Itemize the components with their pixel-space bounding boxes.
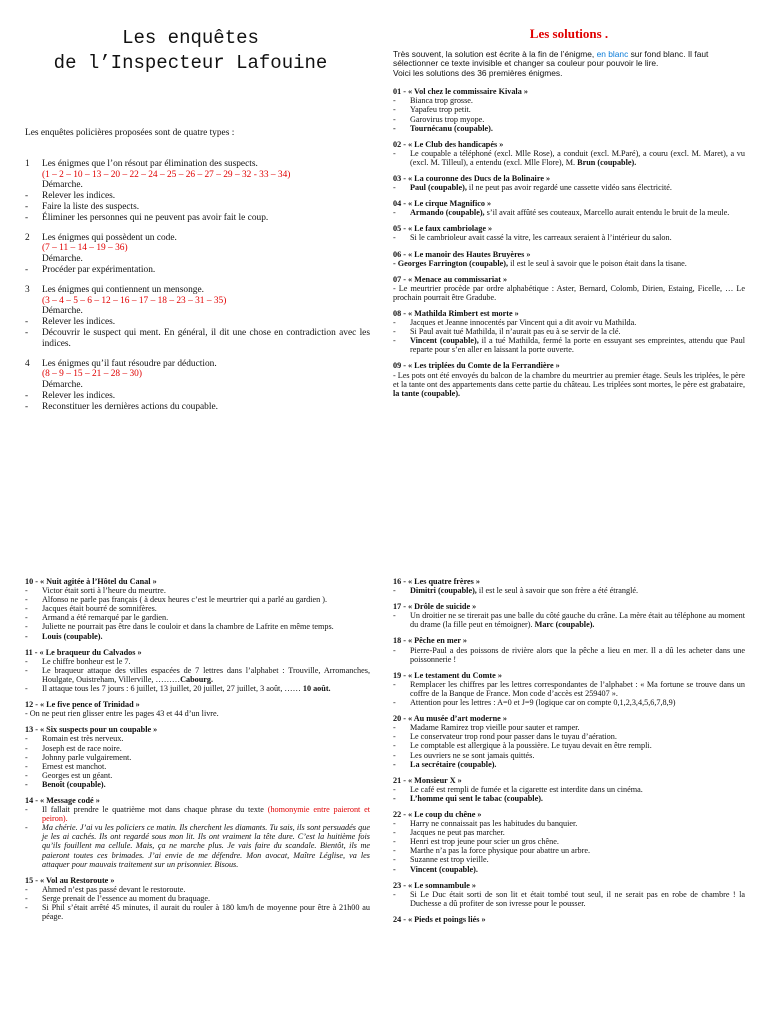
solution-heading: 11 - « Le braqueur du Calvados »	[25, 647, 142, 657]
solution-heading: 16 - « Les quatre frères »	[393, 577, 481, 586]
solutions-intro	[393, 50, 745, 78]
solution-item: - Le coupable a téléphoné (excl. Mlle Rose), a conduit (excl. M.Paré), a couru (excl. M. Maret), a vu (excl. M. Tilleul), a entendu (excl. Mlle Flore), M. Brun (coupable).	[393, 149, 745, 167]
solution-heading: 22 - « Le coup du chêne »	[393, 809, 482, 819]
solution-item: - Les pots ont été envoyés du balcon de la chambre du meurtrier au premier étage. Seuls les triplées, le père et la tante ont des appartements dans cette partie du château. Les triplées sont mortes, le père est grabataire, la tante (coupable).	[393, 370, 745, 398]
solution-culprit: Marc (coupable).	[534, 620, 595, 630]
solution-heading: 18 - « Pêche en mer »	[393, 636, 467, 646]
solution-culprit: - Benoît (coupable).	[25, 780, 370, 789]
solution-21	[393, 776, 745, 803]
solution-heading: 12 - « Le five pence of Trinidad »	[25, 700, 140, 710]
solution-02	[393, 140, 745, 167]
solution-item: - Ernest est manchot.	[25, 762, 370, 771]
solution-item: - On ne peut rien glisser entre les pages 43 et 44 d’un livre.	[25, 709, 219, 719]
solution-item: - Georges est un géant.	[25, 771, 370, 780]
step-item: - Procéder par expérimentation.	[25, 265, 370, 276]
solution-heading: 24 - « Pieds et poings liés »	[393, 914, 486, 924]
solution-heading: 06 - « Le manoir des Hautes Bruyères »	[393, 249, 531, 259]
solution-heading: 17 - « Drôle de suicide »	[393, 602, 477, 612]
solution-23	[393, 881, 745, 908]
title-line-2: de l’Inspecteur Lafouine	[53, 52, 328, 74]
solution-item: - Armando (coupable), s’il avait affûté ses couteaux, Marcello aurait entendu le bruit de la meule.	[393, 208, 745, 217]
solution-item: - Vincent (coupable), il a tué Mathilda, fermé la porte en essuyant ses empreintes, attendu que Paul reparte pour s’en aller en laissant la porte ouverte.	[393, 336, 745, 354]
solution-culprit: Dimitri (coupable),	[410, 586, 477, 596]
solution-14	[25, 796, 370, 869]
solution-heading: 02 - « Le Club des handicapés »	[393, 139, 504, 149]
intro-text: Très souvent, la solution est écrite à la fin de l’énigme,	[393, 49, 595, 59]
type-numbers: (7 – 11 – 14 – 19 – 36)	[42, 243, 128, 254]
solution-item: - Dimitri (coupable), il est le seul à savoir que son frère a été étranglé.	[393, 586, 745, 595]
solution-11	[25, 648, 370, 693]
intro-text: Voici les solutions des 36 premières énigmes.	[393, 67, 563, 78]
solution-item: - Garovirus trop myope.	[393, 115, 745, 124]
solution-heading: 10 - « Nuit agitée à l’Hôtel du Canal »	[25, 577, 157, 586]
solutions-title: Les solutions .	[529, 26, 609, 41]
solution-item: - Attention pour les lettres : A=0 et J=9 (logique car on compte 0,1,2,3,4,5,6,7,8,9)	[393, 698, 745, 707]
solution-culprit: la tante (coupable).	[393, 388, 461, 398]
type-title: Les énigmes qui contiennent un mensonge.	[42, 284, 204, 295]
type-title: Les énigmes qui possèdent un code.	[42, 232, 177, 243]
solution-culprit: - Tournécanu (coupable).	[393, 124, 745, 133]
solution-item: - Yapafeu trop petit.	[393, 105, 745, 114]
solution-item: - Il attaque tous les 7 jours : 6 juillet, 13 juillet, 20 juillet, 27 juillet, 3 août, …… 10 août.	[25, 684, 370, 693]
type-number: 3	[25, 284, 30, 295]
step-item: - Reconstituer les dernières actions du coupable.	[25, 402, 370, 413]
solution-note: (homonymie entre paieront et peiron).	[42, 805, 370, 824]
solution-18	[393, 636, 745, 663]
solution-item: - Si Paul avait tué Mathilda, il n’aurait pas eu à se servir de la clé.	[393, 327, 745, 336]
solution-item: - Le chiffre bonheur est le 7.	[25, 657, 370, 666]
solution-12	[25, 700, 370, 718]
type-3	[25, 285, 370, 350]
solution-item: - Jacques ne peut pas marcher.	[393, 828, 745, 837]
solution-item: - Un droitier ne se tirerait pas une balle du côté gauche du crâne. La mère était au téléphone au moment du drame (la fille peut en témoigner). Marc (coupable).	[393, 611, 745, 629]
solution-item: - Si Phil s’était arrêté 45 minutes, il aurait du rouler à 180 km/h de moyenne pour être à 21h00 au péage.	[25, 903, 370, 921]
solution-item: - Jacques était bourré de somnifères.	[25, 604, 370, 613]
solution-item: - Remplacer les chiffres par les lettres correspondantes de l’alphabet : « Ma fortune se trouve dans un coffre de la Banque de France. Mon code d’accès est 259407 ».	[393, 680, 745, 698]
solution-13	[25, 725, 370, 789]
type-numbers: (3 – 4 – 5 – 6 – 12 – 16 – 17 – 18 – 23 – 31 – 35)	[42, 295, 227, 306]
type-demarche: Démarche.	[42, 306, 83, 317]
solution-heading: 20 - « Au musée d’art moderne »	[393, 714, 507, 724]
step-item: - Relever les indices.	[25, 317, 370, 328]
solution-heading: 09 - « Les triplées du Comte de la Ferrandière »	[393, 361, 560, 371]
solution-heading: 15 - « Vol au Restoroute »	[25, 875, 115, 885]
solution-heading: 14 - « Message codé »	[25, 795, 100, 805]
solution-heading: 23 - « Le somnambule »	[393, 880, 477, 890]
solution-08	[393, 309, 745, 354]
solution-item: - Bianca trop grosse.	[393, 96, 745, 105]
solution-07	[393, 275, 745, 302]
step-item: - Éliminer les personnes qui ne peuvent pas avoir fait le coup.	[25, 213, 370, 224]
solution-item: - Harry ne connaissait pas les habitudes du banquier.	[393, 819, 745, 828]
solution-item: - Le braqueur attaque des villes espacées de 7 lettres dans l’alphabet : Trouville, Arromanches, Houlgate, Ouistreham, Villerville, ………Cabourg.	[25, 666, 370, 684]
type-numbers: (1 – 2 – 10 – 13 – 20 – 22 – 24 – 25 – 26 – 27 – 29 – 32 - 33 – 34)	[42, 169, 291, 180]
solution-city: Cabourg.	[180, 674, 214, 684]
solution-item: - Les ouvriers ne se sont jamais quittés.	[393, 751, 745, 760]
solutions-column-bottom-left	[25, 577, 370, 928]
step-item: - Relever les indices.	[25, 191, 370, 202]
solution-culprit: Vincent (coupable),	[410, 336, 479, 346]
page-title	[18, 26, 363, 76]
solution-05	[393, 224, 745, 242]
step-item: - Découvrir le suspect qui ment. En général, il dit une chose en contradiction avec les indices.	[25, 328, 370, 350]
solution-item: - Juliette ne pourrait pas être dans le couloir et dans la chambre de Lafrite en même temps.	[25, 622, 370, 631]
solutions-column-top	[393, 50, 745, 405]
solution-item: - Alfonso ne parle pas français ( à deux heures c’est le meurtrier qui a parlé au gardien ).	[25, 595, 370, 604]
solution-item: - Le café est rempli de fumée et la cigarette est interdite dans un cinéma.	[393, 785, 745, 794]
types-intro: Les enquêtes policières proposées sont de quatre types :	[25, 128, 235, 138]
type-number: 2	[25, 232, 30, 243]
solution-heading: 03 - « La couronne des Ducs de la Bolinaire »	[393, 173, 551, 183]
solution-message: - Ma chérie. J’ai vu les policiers ce matin. Ils cherchent les diamants. Tu sais, ils sont persuadés que je les ai cachés. Ils ont regardé sous mon lit. Ils ont vraiment la tête dure. C’est la huitième fois qu’ils fouillent ma cellule. Mais, ça ne marche plus. Je vais faire du scandale. Bientôt, ils me paieront toutes ces brimades. J’ai envie de me défendre. Mon avocat, Maître Léglise, va les attaquer pour mauvais traitement sur un prisonnier. Bisous.	[25, 823, 370, 868]
intro-highlight: en blanc	[596, 49, 629, 59]
type-1	[25, 159, 370, 224]
solution-item: - Si Le Duc était sorti de son lit et était tombé tout seul, il ne serait pas en robe de chambre ! la Duchesse a dû profiter de son ivresse pour le pousser.	[393, 890, 745, 908]
type-numbers: (8 – 9 – 15 – 21 – 28 – 30)	[42, 369, 142, 380]
solution-15	[25, 876, 370, 921]
solution-01	[393, 87, 745, 132]
solution-item: - Paul (coupable), il ne peut pas avoir regardé une cassette vidéo sans électricité.	[393, 183, 745, 192]
type-2	[25, 233, 370, 276]
solution-item: - Victor était sorti à l’heure du meurtre.	[25, 586, 370, 595]
solution-item: - Armand a été remarqué par le gardien.	[25, 613, 370, 622]
solution-item: - Marthe n’a pas la force physique pour abattre un arbre.	[393, 846, 745, 855]
solution-item: - Johnny parle vulgairement.	[25, 753, 370, 762]
solution-heading: 13 - « Six suspects pour un coupable »	[25, 725, 158, 735]
solution-item: - Ahmed n’est pas passé devant le restoroute.	[25, 885, 370, 894]
solution-date: 10 août.	[302, 684, 331, 694]
solution-item: - Suzanne est trop vieille.	[393, 855, 745, 864]
solution-item: - Le conservateur trop rond pour passer dans le tuyau d’aération.	[393, 732, 745, 741]
solution-item: - Le meurtrier procède par ordre alphabétique : Aster, Bernard, Colomb, Dirien, Estaing, Ficelle, … Le prochain pourrait être Gradube.	[393, 283, 745, 302]
solution-item: - Jacques et Jeanne innocentés par Vincent qui a dit avoir vu Mathilda.	[393, 318, 745, 327]
type-4	[25, 359, 370, 413]
solution-24	[393, 915, 745, 924]
solution-heading: 01 - « Vol chez le commissaire Kivala »	[393, 87, 528, 97]
solution-culprit: Paul (coupable),	[410, 183, 467, 193]
solution-heading: 19 - « Le testament du Comte »	[393, 670, 502, 680]
type-title: Les énigmes qu’il faut résoudre par déduction.	[42, 358, 217, 369]
solution-heading: 04 - « Le cirque Magnifico »	[393, 199, 492, 209]
type-demarche: Démarche.	[42, 380, 83, 391]
solution-10	[25, 577, 370, 641]
solution-17	[393, 602, 745, 629]
solution-culprit: - La secrétaire (coupable).	[393, 760, 745, 769]
solution-culprit: Armando (coupable),	[410, 208, 485, 218]
solution-heading: 05 - « Le faux cambriolage »	[393, 224, 493, 234]
solution-22	[393, 810, 745, 874]
solution-04	[393, 199, 745, 217]
solution-heading: 21 - « Monsieur X »	[393, 775, 462, 785]
solution-item: - Serge prenait de l’essence au moment du braquage.	[25, 894, 370, 903]
solution-19	[393, 671, 745, 707]
solution-culprit: - Vincent (coupable).	[393, 865, 745, 874]
solution-culprit: - L’homme qui sent le tabac (coupable).	[393, 794, 745, 803]
solution-03	[393, 174, 745, 192]
solution-item: - Henri est trop jeune pour scier un gros chêne.	[393, 837, 745, 846]
solution-culprit: - Georges Farrington (coupable),	[393, 258, 509, 268]
solution-item: - Joseph est de race noire.	[25, 744, 370, 753]
solution-item: - Georges Farrington (coupable), il est le seul à savoir que le poison était dans la tisane.	[393, 258, 687, 268]
solution-item: - Pierre-Paul a des poissons de rivière alors que la pêche a lieu en mer. Il a dû les acheter dans une poissonnerie !	[393, 646, 745, 664]
solution-item: - Madame Ramirez trop vieille pour sauter et ramper.	[393, 723, 745, 732]
solution-item: - Romain est très nerveux.	[25, 734, 370, 743]
type-number: 1	[25, 158, 30, 169]
type-demarche: Démarche.	[42, 180, 83, 191]
intro-text: sur fond blanc. Il faut sélectionner ce texte invisible et changer sa couleur pour pouvoir le lire.	[393, 49, 709, 69]
solution-20	[393, 714, 745, 769]
solution-item: - Si le cambrioleur avait cassé la vitre, les carreaux seraient à l’intérieur du salon.	[393, 233, 745, 242]
solution-heading: 08 - « Mathilda Rimbert est morte »	[393, 309, 519, 318]
solution-heading: 07 - « Menace au commissariat »	[393, 274, 508, 284]
solution-culprit: - Louis (coupable).	[25, 632, 370, 641]
enquiry-types-section	[25, 128, 370, 422]
solution-06	[393, 250, 745, 268]
step-item: - Faire la liste des suspects.	[25, 202, 370, 213]
step-item: - Relever les indices.	[25, 391, 370, 402]
solution-item: - Le comptable est allergique à la poussière. Le tuyau devait en être rempli.	[393, 741, 745, 750]
solutions-column-bottom-right	[393, 577, 745, 931]
solution-16	[393, 577, 745, 595]
solution-item: - Il fallait prendre le quatrième mot dans chaque phrase du texte (homonymie entre paieront et peiron).	[25, 805, 370, 823]
solution-09	[393, 361, 745, 397]
solution-culprit: Brun (coupable).	[577, 157, 637, 167]
type-number: 4	[25, 358, 30, 369]
title-line-1: Les enquêtes	[122, 27, 259, 49]
type-demarche: Démarche.	[42, 254, 83, 265]
type-title: Les énigmes que l’on résout par élimination des suspects.	[42, 158, 258, 169]
